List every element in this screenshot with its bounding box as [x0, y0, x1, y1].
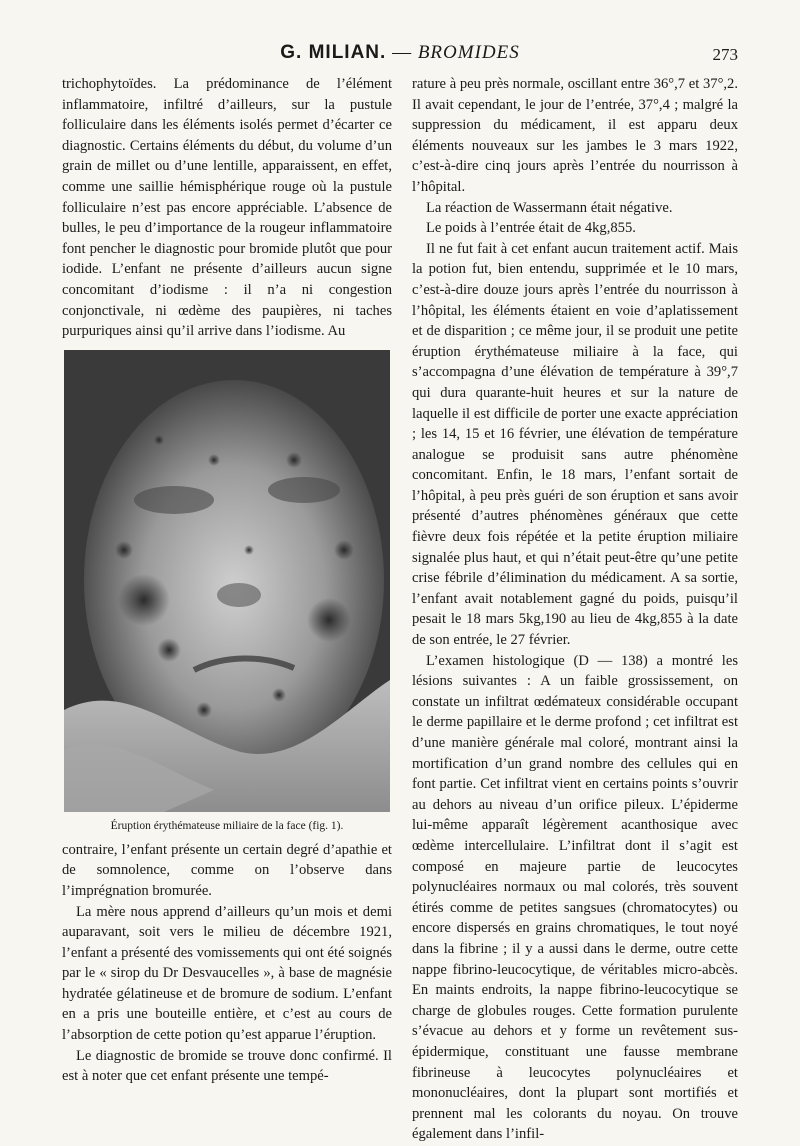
running-header	[0, 40, 800, 68]
paragraph-right-4: Il ne fut fait à cet enfant aucun traitement actif. Mais la potion fut, bien entendu, supprimée et le 10 mars, c’est-à-dire douze jours après l’entrée du nourrisson à l’hôpital, les éléments étaient en voie d’aplatissement et de disparition ; ce même jour, il se produit une petite éruption érythémateuse miliaire à la face, qui s’accompagna d’une élévation de température à 39°,7 qui dura quarante-huit heures et sur la nature de laquelle il est difficile de porter une exacte appréciation ; les 14, 15 et 16 février, une élévation de température analogue se produisit sans autre phénomène concomitant. Enfin, le 18 mars, l’enfant sortait de l’hôpital, à peu près guéri de son éruption et sans avoir présenté d’autres phénomènes généraux que cette fièvre deux fois répétée et la petite éruption miliaire signalée plus haut, et qui n’était peut-être qu’une petite crise fébrile d’élimination du médicament. A sa sortie, l’enfant avait notablement gagné du poids, puisqu’il pesait le 18 mars 5kg,190 au lieu de 4kg,855 à la date de son entrée, le 27 février.	[412, 240, 738, 649]
figure-caption: Éruption érythémateuse miliaire de la face (fig. 1).	[110, 819, 344, 832]
page-number: 273	[712, 45, 738, 64]
running-title	[0, 42, 800, 64]
infant-face-photo	[64, 350, 390, 812]
paragraph-left-4: Le diagnostic de bromide se trouve donc confirmé. Il est à noter que cet enfant présente une tempé-	[62, 1047, 392, 1085]
header-separator: —	[386, 42, 418, 63]
paragraph-left-2: contraire, l’enfant présente un certain degré d’apathie et de somnolence, comme on l’observe dans l’imprégnation bromurée.	[62, 841, 392, 899]
left-column	[62, 74, 392, 1087]
paragraph-left-3: La mère nous apprend d’ailleurs qu’un mois et demi auparavant, soit vers le milieu de décembre 1921, l’enfant a présenté des vomissements qui ont été soignés par le « sirop du Dr Desvaucelles », à base de magnésie hydratée gélatineuse et de bromure de sodium. L’enfant en a pris une bouteille entière, et c’est au cours de l’absorption de cette potion qu’est apparue l’éruption.	[62, 903, 392, 1044]
paragraph-right-5: L’examen histologique (D — 138) a montré les lésions suivantes : A un faible grossissement, on constate un infiltrat œdémateux considérable occupant le derme papillaire et le derme profond ; cet infiltrat est d’une manière générale mal coloré, montrant ainsi la mortification d’un grand nombre des cellules qui en font partie. Cet infiltrat vient en certains points s’ouvrir au dehors au niveau d’un orifice pileux. L’épiderme lui-même apparaît légèrement acanthosique avec œdème intercellulaire. L’infiltrat dont il s’agit est composé en majeure partie de leucocytes polynucléaires normaux ou mal colorés, très souvent étirés comme de petites sangsues (chromatocytes) ou encore dispersés en grains chromatiques, le tout noyé dans la fibrine ; il y a aussi dans le derme, outre cette nappe fibrino-leucocytique, de véritables micro-abcès. En maints endroits, la nappe fibrino-leucocytique se charge de globules rouges. Cette formation purulente s’évacue au dehors et y forme un revêtement sus-épidermique, constituant une fausse membrane fibrineuse à leucocytes polynucléaires et mononucléaires, dont la plupart sont mortifiés et prennent mal les colorants du noyau. On trouve également dans l’infil-	[412, 652, 738, 1143]
right-column	[412, 74, 738, 1145]
paragraph-right-3: Le poids à l’entrée était de 4kg,855.	[426, 220, 636, 237]
header-author: G. MILIAN.	[280, 42, 387, 63]
figure-photo-infant-face	[64, 350, 390, 812]
paragraph-right-2: La réaction de Wassermann était négative.	[426, 199, 673, 216]
paragraph-left-1: trichophytoïdes. La prédominance de l’élément inflammatoire, infiltré d’ailleurs, sur la pustule folliculaire dans les éléments isolés permet d’écarter ce diagnostic. Certains éléments du début, du volume d’un grain de millet ou d’une lentille, apparaissent, en effet, comme une saillie hémisphérique rouge où la pustule folliculaire n’est pas encore appréciable. L’absence de bulles, le peu d’importance de la rougeur inflammatoire font pencher le diagnostic pour bromide plutôt que pour iodide. L’enfant ne présente d’ailleurs aucun signe concomitant d’iodisme : il n’a ni congestion conjonctivale, ni œdème des paupières, ni taches purpuriques ainsi qu’il arrive dans l’iodisme. Au	[62, 76, 392, 340]
paragraph-right-1: rature à peu près normale, oscillant entre 36°,7 et 37°,2. Il avait cependant, le jour de l’entrée, 37°,4 ; malgré la suppression du médicament, il est apparu deux éléments nouveaux sur les jambes le 3 mars 1922, c’est-à-dire cinq jours après l’entrée du nourrisson à l’hôpital.	[412, 76, 738, 195]
header-subject: BROMIDES	[417, 42, 520, 63]
